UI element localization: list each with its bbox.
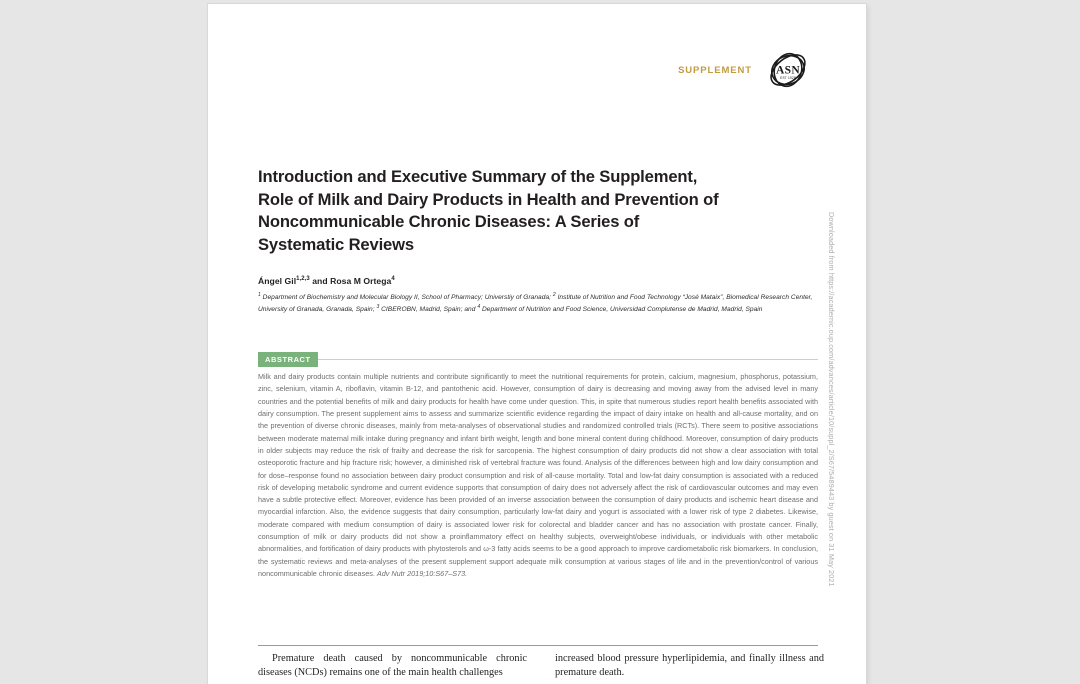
author-names (258, 276, 818, 286)
abstract-citation: Adv Nutr 2019;10:S67–S73. (376, 569, 468, 578)
asn-logo-icon (766, 48, 810, 92)
status-badge: ABSTRACT (258, 352, 318, 367)
body-column-left (258, 652, 527, 680)
abstract-text (258, 371, 818, 580)
author-affiliations: $^1$ Department of Biochemistry and Molecular Biology II, School of Pharmacy; Universtiy of Granada; $^2$ Institute of Nutrition and Food Technology “José Mataix”, Biomedical Research Center, University of Granada, Granada, Spain; $^3$ CIBEROBN, Madrid, Spain; and $^4$ Department of Nutrition and Food Science, Universidad Complutense de Madrid, Madrid, Spain (258, 292, 813, 313)
author-block (258, 276, 818, 315)
document-page (208, 4, 866, 684)
body-paragraph-right: increased blood pressure hyperlipidemia, and finally illness and premature death. (555, 653, 824, 678)
abstract-divider-rule (258, 359, 818, 360)
author-names-text: Ángel Gil$^{1,2,3}$ and Rosa M Ortega$^4$ (258, 276, 395, 286)
title-block (258, 166, 728, 256)
abstract-paragraph: Milk and dairy products contain multiple nutrients and contribute significantly to meet the nutritional requirements for protein, calcium, magnesium, phosphorus, potassium, zinc, selenium, vitamin A, riboflavin, vitamin B-12, and pantothenic acid. However, consumption of dairy is decreasing and moving away from the advised level in many countries and the potential benefits of milk and dairy products for health have come under question. This, in spite that numerous studies report health benefits associated with dairy consumption. The present supplement aims to assess and summarize scientific evidence regarding the impact of dairy intake on health and all-cause mortality, and on the prevention of diverse chronic diseases, mainly from meta-analyses of observational studies and randomized controlled trials (RCTs). There seem to positive associations between moderate maternal milk intake during pregnancy and infant birth weight, length and bone mineral content during childhood. Moreover, consumption of dairy products in older subjects may reduce the risk of frailty and decrease the risk for sarcopenia. The highest consumption of dairy products did not show a clear association with total osteoporotic fracture and hip fracture risk; however, a diminished risk of vertebral fracture was found. Analysis of the differences between high and low dairy consumption and for dose–response found no association between dairy product consumption and risk of all-cause mortality. Total and low-fat dairy consumption is associated with a reduced risk of developing metabolic syndrome and current evidence supports that consumption of dairy does not adversely affect the risk of cardiovascular outcomes and may even have a subtle protective effect. Moreover, evidence has been provided of an inverse association between the consumption of dairy products and ischemic heart disease and myocardial infarction. Also, the evidence suggests that dairy consumption, particularly low-fat dairy and yogurt is associated with a lower risk of type 2 diabetes. Likewise, moderate compared with medium consumption of dairy is associated lower risk for colorectal and bladder cancer and has no association with prostate cancer. Finally, consumption of milk or dairy products did not show a proinflammatory effect on healthy subjects, overweight/obese individuals, or individuals with other metabolic abnormalities, and fortification of dairy products with phytosterols and ω-3 fatty acids seems to be a good approach to improve cardiometabolic risk biomarkers. In conclusion, the systematic reviews and meta-analyses of the present supplement support adequate milk consumption at various stages of life and in the prevention/control of various noncommunicable chronic diseases. (258, 372, 818, 578)
body-columns (258, 652, 824, 680)
supplement-label: SUPPLEMENT (678, 64, 752, 76)
download-watermark: Downloaded from https://academic.oup.com/advances/article/10/suppl_2/S67/5489443 by guest on 31 May 2021 (827, 212, 836, 587)
svg-text:EST 1928: EST 1928 (780, 76, 796, 80)
body-column-right (555, 652, 824, 680)
svg-text:ASN: ASN (776, 64, 800, 77)
page-header (678, 48, 810, 92)
body-divider-rule (258, 645, 818, 646)
page-title: Introduction and Executive Summary of the Supplement, Role of Milk and Dairy Products in Health and Prevention of Noncommunicable Chronic Diseases: A Series of Systematic Reviews (258, 167, 719, 254)
body-paragraph-left: Premature death caused by noncommunicable chronic diseases (NCDs) remains one of the main health challenges (258, 653, 527, 678)
